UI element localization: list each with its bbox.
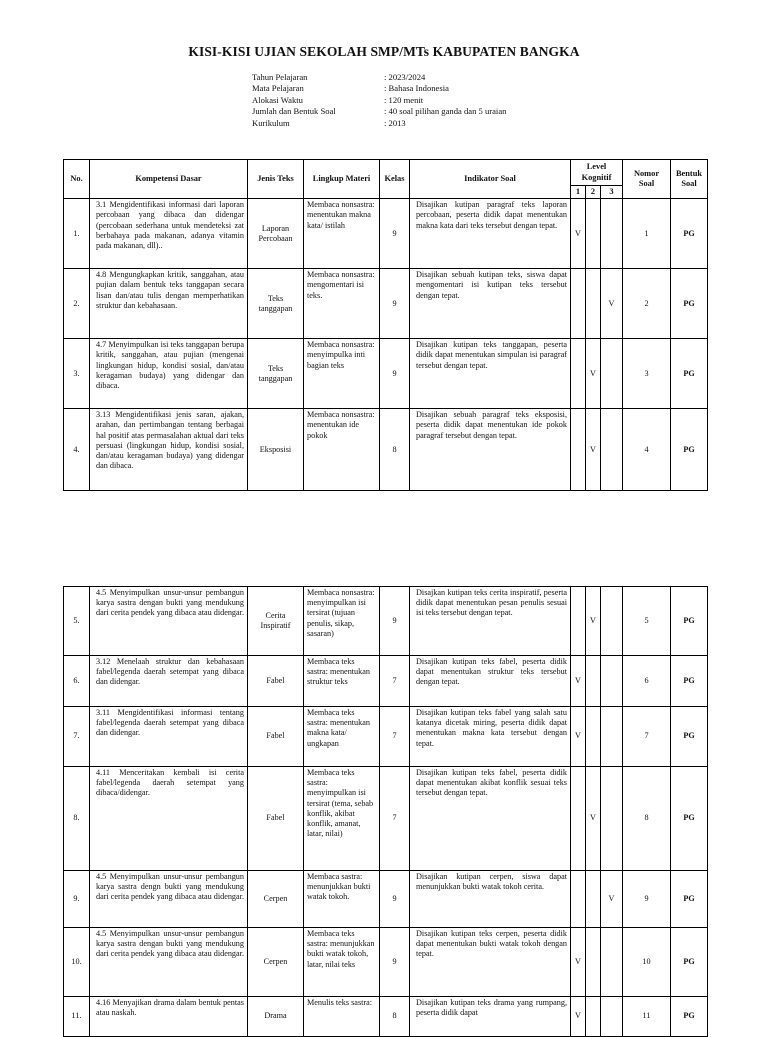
cell-level-2: V	[586, 409, 601, 491]
cell-kompetensi-dasar: 4.5 Menyimpulkan unsur-unsur pembangun karya sastra dengn bukti yang mendukung dari cerita pendek yang dibaca atau didengar.	[90, 871, 248, 928]
document-meta	[252, 72, 506, 129]
cell-level-1: V	[571, 707, 586, 767]
cell-lingkup-materi: Membaca sastra: menunjukkan bukti watak tokoh.	[304, 871, 380, 928]
cell-bentuk-soal: PG	[671, 871, 708, 928]
cell-indikator: Disajikan sebuah kutipan teks, siswa dapat mengomentari isi kutipan teks tersebut dengan tepat.	[410, 269, 571, 339]
meta-key: Mata Pelajaran	[252, 83, 304, 94]
cell-lingkup-materi: Membaca nonsastra: menentukan makna kata/ istilah	[304, 199, 380, 269]
table-row	[64, 656, 708, 707]
cell-level-3: V	[601, 269, 623, 339]
grid-table-page-1	[63, 159, 708, 491]
cell-bentuk-soal: PG	[671, 339, 708, 409]
cell-kompetensi-dasar: 4.8 Mengungkapkan kritik, sanggahan, atau pujian dalam bentuk teks tanggapan secara lisan dan/atau tulis dengan memperhatikan struktur dan kebahasaan.	[90, 269, 248, 339]
cell-no: 10.	[64, 928, 90, 997]
cell-kelas: 7	[380, 707, 410, 767]
table-row	[64, 707, 708, 767]
cell-jenis-teks: Cerpen	[248, 928, 304, 997]
table-row	[64, 587, 708, 656]
cell-kelas: 7	[380, 767, 410, 871]
cell-kelas: 9	[380, 928, 410, 997]
cell-level-1: V	[571, 656, 586, 707]
cell-kompetensi-dasar: 3.13 Mengidentifikasi jenis saran, ajakan, arahan, dan pertimbangan tentang berbagai hal positif atas permasalahan aktual dari teks persuasi (lingkungan hidup, kondisi sosial, dan/atau keragaman budaya) yang didengar dan dibaca.	[90, 409, 248, 491]
cell-no: 2.	[64, 269, 90, 339]
cell-indikator: Disajikan kutipan cerpen, siswa dapat menunjukkan bukti watak tokoh cerita.	[410, 871, 571, 928]
cell-level-3	[601, 587, 623, 656]
cell-jenis-teks: Eksposisi	[248, 409, 304, 491]
cell-jenis-teks: Teks tanggapan	[248, 269, 304, 339]
cell-level-2	[586, 997, 601, 1037]
table-row	[64, 409, 708, 491]
cell-indikator: Disajikan kutipan teks tanggapan, peserta didik dapat menentukan simpulan isi paragraf tersebut dengan tepat.	[410, 339, 571, 409]
meta-row	[252, 106, 506, 117]
cell-indikator: Disajikan kutipan teks fabel, peserta didik dapat menentukan akibat konflik sesuai teks tersebut dengan tepat.	[410, 767, 571, 871]
cell-level-1	[571, 339, 586, 409]
table-row	[64, 767, 708, 871]
table-row	[64, 997, 708, 1037]
cell-bentuk-soal: PG	[671, 997, 708, 1037]
cell-lingkup-materi: Membaca teks sastra: menentukan makna kata/ ungkapan	[304, 707, 380, 767]
table-row	[64, 339, 708, 409]
header-kompetensi-dasar: Kompetensi Dasar	[90, 160, 248, 199]
cell-lingkup-materi: Membaca teks sastra: menyimpulkan isi tersirat (tema, sebab konflik, akibat konflik, amanat, latar, nilai)	[304, 767, 380, 871]
meta-key: Alokasi Waktu	[252, 94, 303, 105]
cell-nomor-soal: 8	[623, 767, 671, 871]
header-level-kognitif: Level Kognitif	[571, 160, 623, 186]
cell-level-3	[601, 997, 623, 1037]
table-row	[64, 871, 708, 928]
cell-level-1	[571, 269, 586, 339]
cell-nomor-soal: 1	[623, 199, 671, 269]
cell-nomor-soal: 6	[623, 656, 671, 707]
meta-value: : 2023/2024	[384, 72, 426, 82]
cell-level-3: V	[601, 871, 623, 928]
header-bentuk-soal: Bentuk Soal	[671, 160, 708, 199]
cell-bentuk-soal: PG	[671, 767, 708, 871]
meta-value: : 2013	[384, 117, 406, 128]
table-row	[64, 269, 708, 339]
cell-bentuk-soal: PG	[671, 409, 708, 491]
cell-level-2: V	[586, 587, 601, 656]
header-kelas: Kelas	[380, 160, 410, 199]
cell-nomor-soal: 4	[623, 409, 671, 491]
cell-lingkup-materi: Membaca nonsastra: menyimpulkan isi tersirat (tujuan penulis, sikap, sasaran)	[304, 587, 380, 656]
cell-nomor-soal: 2	[623, 269, 671, 339]
cell-indikator: Disajikan kutipan paragraf teks laporan percobaan, peserta didik dapat menentukan makna kata dari teks tersebut dengan tepat.	[410, 199, 571, 269]
header-no: No.	[64, 160, 90, 199]
table-row	[64, 199, 708, 269]
cell-indikator: Disajikan kutipan teks fabel, peserta didik dapat menentukan struktur teks tersebut dengan tepat.	[410, 656, 571, 707]
meta-value: : 40 soal pilihan ganda dan 5 uraian	[384, 106, 507, 117]
cell-jenis-teks: Fabel	[248, 767, 304, 871]
cell-indikator: Disajkan kutipan teks cerita inspiratif, peserta didik dapat menentukan pesan penulis sesuai isi teks tersebut dengan tepat.	[410, 587, 571, 656]
grid-table-page-2	[63, 586, 708, 1037]
cell-lingkup-materi: Membaca teks sastra: menentukan struktur teks	[304, 656, 380, 707]
cell-jenis-teks: Laporan Percobaan	[248, 199, 304, 269]
cell-level-3	[601, 707, 623, 767]
cell-nomor-soal: 5	[623, 587, 671, 656]
cell-bentuk-soal: PG	[671, 199, 708, 269]
cell-kompetensi-dasar: 3.12 Menelaah struktur dan kebahasaan fabel/legenda daerah setempat yang dibaca dan didengar.	[90, 656, 248, 707]
cell-indikator: Disajikan kutipan teks cerpen, peserta didik dapat menentukan bukti watak tokoh dengan tepat.	[410, 928, 571, 997]
cell-kelas: 9	[380, 199, 410, 269]
cell-no: 9.	[64, 871, 90, 928]
cell-no: 7.	[64, 707, 90, 767]
cell-level-1	[571, 871, 586, 928]
cell-level-2	[586, 871, 601, 928]
header-jenis-teks: Jenis Teks	[248, 160, 304, 199]
cell-kelas: 8	[380, 409, 410, 491]
cell-level-2	[586, 199, 601, 269]
cell-level-3	[601, 339, 623, 409]
cell-no: 3.	[64, 339, 90, 409]
cell-jenis-teks: Fabel	[248, 707, 304, 767]
cell-level-1	[571, 587, 586, 656]
meta-row	[252, 83, 506, 94]
cell-lingkup-materi: Membaca teks sastra: menunjukkan bukti watak tokoh, latar, nilai teks	[304, 928, 380, 997]
meta-key: Tahun Pelajaran	[252, 72, 308, 82]
cell-kelas: 7	[380, 656, 410, 707]
cell-indikator: Disajikan sebuah paragraf teks eksposisi, peserta didik dapat menentukan ide pokok paragraf tersebut dengan tepat.	[410, 409, 571, 491]
header-level-1: 1	[571, 186, 586, 199]
cell-nomor-soal: 7	[623, 707, 671, 767]
cell-no: 8.	[64, 767, 90, 871]
meta-key: Kurikulum	[252, 117, 290, 128]
cell-bentuk-soal: PG	[671, 656, 708, 707]
cell-level-3	[601, 656, 623, 707]
cell-kelas: 9	[380, 269, 410, 339]
cell-lingkup-materi: Membaca nonsastra: menyimpulka inti bagian teks	[304, 339, 380, 409]
cell-level-1: V	[571, 199, 586, 269]
cell-kompetensi-dasar: 3.1 Mengidentifikasi informasi dari laporan percobaan yang dibaca dan didengar (percobaan sederhana untuk mendeteksi zat berbahaya pada makanan, adanya vitamin pada makanan, dll)..	[90, 199, 248, 269]
cell-nomor-soal: 10	[623, 928, 671, 997]
cell-lingkup-materi: Membaca nonsastra: mengomentari isi teks.	[304, 269, 380, 339]
cell-lingkup-materi: Menulis teks sastra:	[304, 997, 380, 1037]
cell-level-2	[586, 707, 601, 767]
cell-bentuk-soal: PG	[671, 587, 708, 656]
header-nomor-soal: Nomor Soal	[623, 160, 671, 199]
header-indikator-soal: Indikator Soal	[410, 160, 571, 199]
cell-level-3	[601, 409, 623, 491]
cell-nomor-soal: 3	[623, 339, 671, 409]
cell-level-2	[586, 928, 601, 997]
cell-kompetensi-dasar: 4.7 Menyimpulkan isi teks tanggapan berupa kritik, sanggahan, atau pujian (mengenai lingkungan hidup, kondisi sosial, dan/atau keragaman budaya) yang didengar dan dibaca.	[90, 339, 248, 409]
cell-jenis-teks: Teks tanggapan	[248, 339, 304, 409]
meta-row	[252, 95, 506, 106]
cell-lingkup-materi: Membaca nonsastra: menentukan ide pokok	[304, 409, 380, 491]
cell-kompetensi-dasar: 4.5 Menyimpulkan unsur-unsur pembangun karya sastra dengan bukti yang mendukung dari cerita pendek yang dibaca atau didengar.	[90, 587, 248, 656]
cell-bentuk-soal: PG	[671, 269, 708, 339]
cell-kompetensi-dasar: 4.5 Menyimpulkan unsur-unsur pembangun karya sastra dengan bukti yang mendukung dari cerita pendek yang dibaca atau didengar.	[90, 928, 248, 997]
cell-level-1	[571, 767, 586, 871]
header-level-2: 2	[586, 186, 601, 199]
cell-kelas: 9	[380, 871, 410, 928]
cell-kelas: 9	[380, 587, 410, 656]
meta-value: : 120 menit	[384, 94, 424, 105]
cell-jenis-teks: Cerita Inspiratif	[248, 587, 304, 656]
cell-kompetensi-dasar: 3.11 Mengidentifikasi informasi tentang fabel/legenda daerah setempat yang dibaca dan didengar.	[90, 707, 248, 767]
cell-bentuk-soal: PG	[671, 928, 708, 997]
cell-indikator: Disajikan kutipan teks fabel yang salah satu katanya dicetak miring, peserta didik dapat menentukan makna kata tersebut dengan tepat.	[410, 707, 571, 767]
cell-kelas: 9	[380, 339, 410, 409]
header-lingkup-materi: Lingkup Materi	[304, 160, 380, 199]
cell-kompetensi-dasar: 4.16 Menyajikan drama dalam bentuk pentas atau naskah.	[90, 997, 248, 1037]
meta-value: : Bahasa Indonesia	[384, 83, 449, 94]
cell-level-1	[571, 409, 586, 491]
cell-indikator: Disajikan kutipan teks drama yang rumpang, peserta didik dapat	[410, 997, 571, 1037]
cell-no: 11.	[64, 997, 90, 1037]
cell-no: 1.	[64, 199, 90, 269]
table-row	[64, 928, 708, 997]
cell-level-1: V	[571, 928, 586, 997]
meta-row	[252, 72, 506, 83]
cell-nomor-soal: 9	[623, 871, 671, 928]
cell-nomor-soal: 11	[623, 997, 671, 1037]
cell-kompetensi-dasar: 4.11 Menceritakan kembali isi cerita fabel/legenda daerah setempat yang dibaca/didengar.	[90, 767, 248, 871]
cell-bentuk-soal: PG	[671, 707, 708, 767]
cell-jenis-teks: Fabel	[248, 656, 304, 707]
document-title: KISI-KISI UJIAN SEKOLAH SMP/MTs KABUPATEN BANGKA	[188, 44, 580, 59]
cell-level-2	[586, 656, 601, 707]
cell-jenis-teks: Drama	[248, 997, 304, 1037]
cell-level-2: V	[586, 339, 601, 409]
cell-kelas: 8	[380, 997, 410, 1037]
cell-no: 4.	[64, 409, 90, 491]
cell-jenis-teks: Cerpen	[248, 871, 304, 928]
cell-level-2	[586, 269, 601, 339]
header-level-3: 3	[601, 186, 623, 199]
cell-level-3	[601, 767, 623, 871]
cell-level-3	[601, 199, 623, 269]
cell-level-2: V	[586, 767, 601, 871]
cell-no: 6.	[64, 656, 90, 707]
cell-no: 5.	[64, 587, 90, 656]
meta-row	[252, 118, 506, 129]
cell-level-3	[601, 928, 623, 997]
cell-level-1: V	[571, 997, 586, 1037]
meta-key: Jumlah dan Bentuk Soal	[252, 106, 336, 117]
